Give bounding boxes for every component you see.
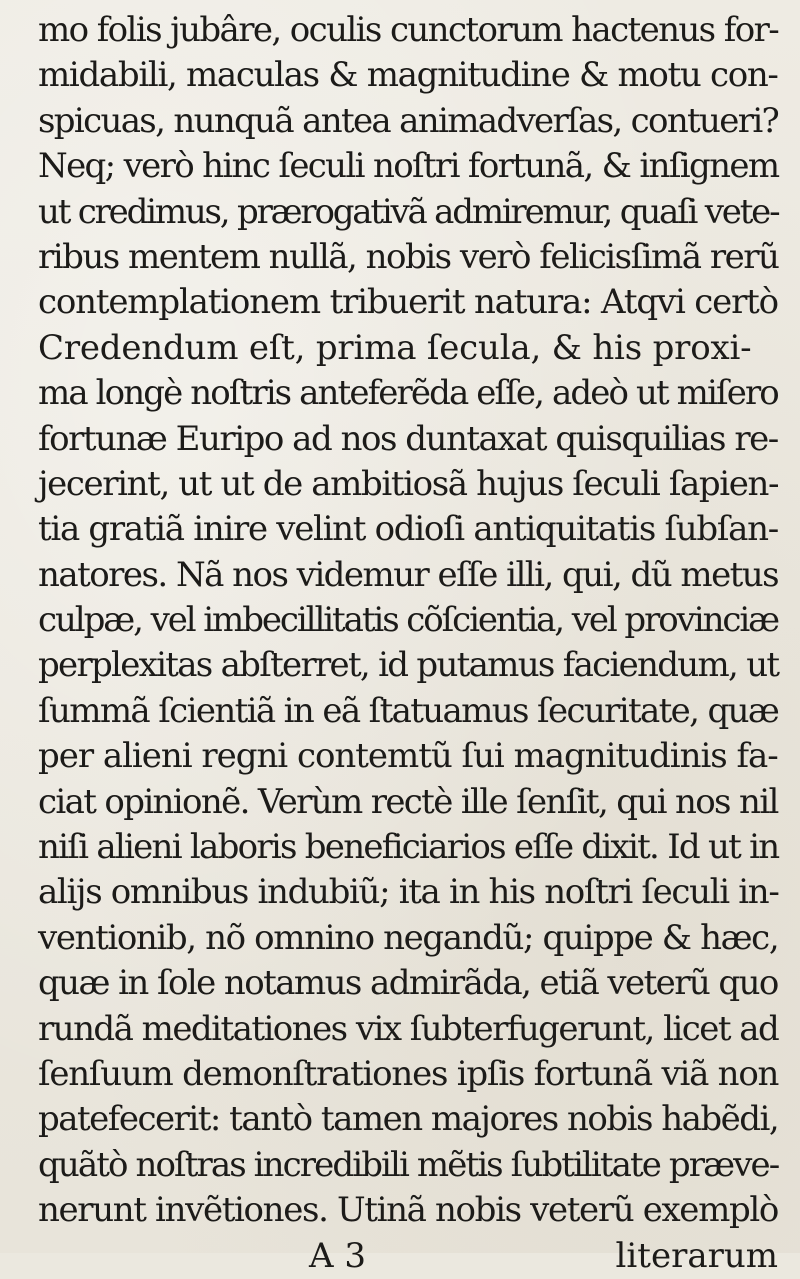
text-line: culpæ, vel imbecillitatis cõſcientia, vel provinciæ xyxy=(38,600,779,641)
text-line: niſi alieni laboris beneficiarios eſſe dixit. Id ut in xyxy=(38,827,779,868)
text-line: Neq; verò hinc ſeculi noſtri fortunã, & inſignem xyxy=(38,146,779,187)
text-line: tia gratiã inire velint odioſi antiquitatis ſubſan- xyxy=(38,509,778,550)
text-line: rundã meditationes vix ſubterfugerunt, licet ad xyxy=(38,1008,779,1049)
text-line: nerunt invẽtiones. Utinã nobis veterũ exemplò xyxy=(38,1190,778,1231)
text-line: quãtò noſtras incredibili mẽtis ſubtilitate præve- xyxy=(38,1144,779,1185)
text-line: midabili, maculas & magnitudine & motu con- xyxy=(38,55,778,96)
text-line: alijs omnibus indubiũ; ita in his noſtri ſeculi in- xyxy=(38,872,779,913)
page-footer xyxy=(38,1234,778,1279)
text-line: ſummã ſcientiã in eã ſtatuamus ſecuritate, quæ xyxy=(38,690,779,731)
text-line: Credendum eſt, prima ſecula, & his proxi- xyxy=(38,327,752,368)
text-line: quæ in ſole notamus admirãda, etiã veterũ quo xyxy=(38,963,778,1004)
text-line: mo folis jubâre, oculis cunctorum hactenus for- xyxy=(38,10,779,50)
text-line: ribus mentem nullã, nobis verò felicisſimã rerũ xyxy=(38,236,779,277)
catchword: literarum xyxy=(615,1235,778,1276)
text-line: natores. Nã nos videmur eſſe illi, qui, dũ metus xyxy=(38,554,779,595)
text-line: spicuas, nunquã antea animadverſas, contueri? xyxy=(38,100,779,141)
text-line: ciat opinionẽ. Verùm rectè ille ſenſit, qui nos nil xyxy=(38,781,778,822)
signature-mark: A 3 xyxy=(309,1235,366,1276)
text-line: jecerint, ut ut de ambitiosã hujus ſeculi ſapien- xyxy=(38,463,779,504)
text-line: ventionib, nõ omnino negandũ; quippe & hæc, xyxy=(38,917,779,958)
text-line: ſenſuum demonſtrationes ipſis fortunã viã non xyxy=(38,1053,779,1094)
text-line: contemplationem tribuerit natura: Atqvi certò xyxy=(38,282,778,323)
text-line: fortunæ Euripo ad nos duntaxat quisquilias re- xyxy=(38,418,778,459)
text-line: ut credimus, prærogativã admiremur, quaſi vete- xyxy=(38,191,779,232)
text-line: patefecerit: tantò tamen majores nobis habẽdi, xyxy=(38,1099,779,1140)
text-line: perplexitas abſterret, id putamus faciendum, ut xyxy=(38,645,779,686)
body-text xyxy=(38,8,778,1279)
text-line: per alieni regni contemtũ ſui magnitudinis fa- xyxy=(38,736,778,777)
text-line: ma longè noſtris anteferẽda eſſe, adeò ut miſero xyxy=(38,373,778,414)
